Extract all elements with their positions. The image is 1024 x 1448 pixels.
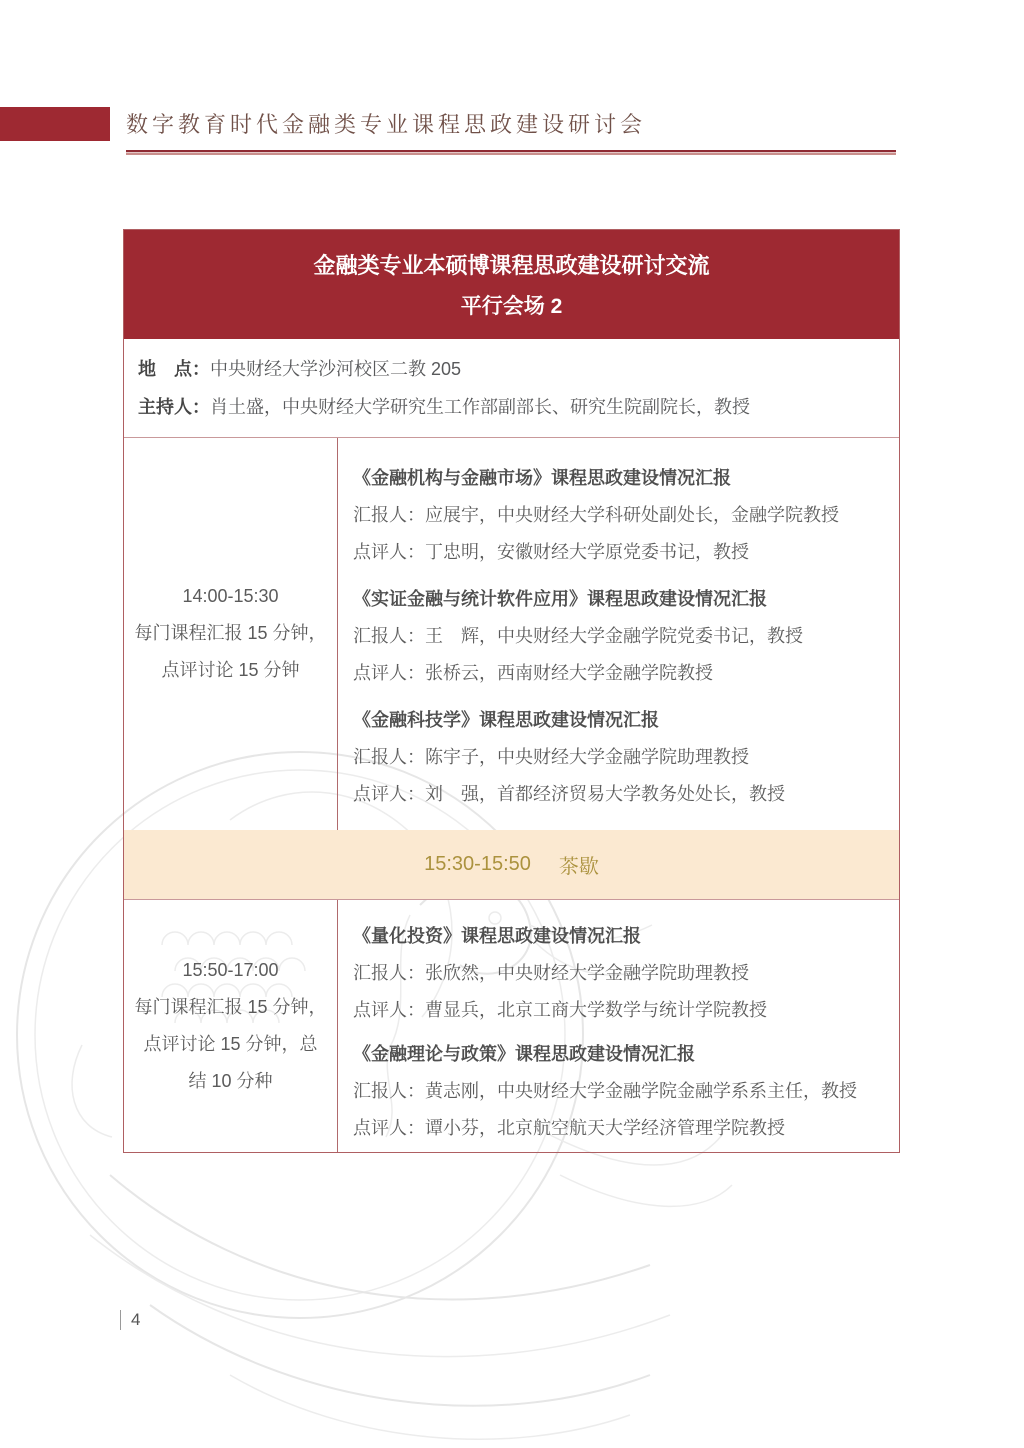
time-note: 结 10 分种 (188, 1070, 273, 1091)
reporter-line: 汇报人：黄志刚，中央财经大学金融学院金融学系系主任，教授 (353, 1080, 857, 1101)
course-title: 《金融理论与政策》课程思政建设情况汇报 (353, 1043, 695, 1064)
host-line (138, 388, 889, 426)
tea-break-label: 茶歇 (558, 855, 599, 878)
time-range: 15:50-17:00 (182, 959, 279, 980)
time-note: 每门课程汇报 15 分钟， (134, 996, 327, 1017)
header-accent-block (0, 107, 110, 141)
table-header (124, 230, 899, 339)
course-title: 《量化投资》课程思政建设情况汇报 (353, 925, 641, 946)
table-title-line1: 金融类专业本硕博课程思政建设研讨交流 (313, 252, 710, 278)
location-label: 地 点： (138, 358, 210, 379)
course-title: 《金融科技学》课程思政建设情况汇报 (353, 709, 659, 730)
time-note: 点评讨论 15 分钟 (161, 660, 300, 681)
time-range: 14:00-15:30 (182, 586, 279, 607)
table-title-line2: 平行会场 2 (460, 294, 563, 318)
reporter-line: 汇报人：张欣然，中央财经大学金融学院助理教授 (353, 962, 749, 983)
course-title: 《金融机构与金融市场》课程思政建设情况汇报 (353, 467, 731, 488)
reviewer-line: 点评人：曹显兵，北京工商大学数学与统计学院教授 (353, 999, 767, 1020)
info-row (124, 339, 899, 438)
session-item (353, 581, 889, 692)
time-note: 点评讨论 15 分钟，总 (143, 1033, 318, 1054)
time-cell-1 (124, 438, 338, 830)
time-cell-2 (124, 900, 338, 1152)
page-number (120, 1310, 140, 1330)
time-note: 每门课程汇报 15 分钟， (134, 623, 327, 644)
tea-break-time: 15:30-15:50 (424, 852, 531, 875)
session-block-2 (124, 900, 899, 1152)
session-item (353, 1036, 889, 1147)
header-divider (126, 150, 896, 155)
location-line (138, 350, 889, 388)
course-title: 《实证金融与统计软件应用》课程思政建设情况汇报 (353, 588, 767, 609)
reporter-line: 汇报人：陈宇子，中央财经大学金融学院助理教授 (353, 746, 749, 767)
content-cell-1 (338, 438, 899, 830)
content-cell-2 (338, 900, 899, 1152)
agenda-table (123, 229, 900, 1153)
location-value: 中央财经大学沙河校区二教 205 (210, 358, 462, 379)
session-item (353, 460, 889, 571)
reviewer-line: 点评人：丁忠明，安徽财经大学原党委书记，教授 (353, 541, 749, 562)
reviewer-line: 点评人：刘 强，首都经济贸易大学教务处处长，教授 (353, 783, 785, 804)
host-value: 肖土盛，中央财经大学研究生工作部副部长、研究生院副院长，教授 (210, 396, 750, 417)
reviewer-line: 点评人：张桥云，西南财经大学金融学院教授 (353, 662, 713, 683)
session-block-1 (124, 438, 899, 830)
reporter-line: 汇报人：王 辉，中央财经大学金融学院党委书记，教授 (353, 625, 803, 646)
page-title: 数字教育时代金融类专业课程思政建设研讨会 (126, 113, 647, 138)
session-item (353, 918, 889, 1029)
tea-break-row (124, 830, 899, 900)
session-item (353, 702, 889, 813)
reporter-line: 汇报人：应展宇，中央财经大学科研处副处长，金融学院教授 (353, 504, 839, 525)
page-number-divider (120, 1310, 121, 1330)
host-label: 主持人： (138, 396, 210, 417)
page-number-value: 4 (131, 1310, 141, 1329)
reviewer-line: 点评人：谭小芬，北京航空航天大学经济管理学院教授 (353, 1117, 785, 1138)
